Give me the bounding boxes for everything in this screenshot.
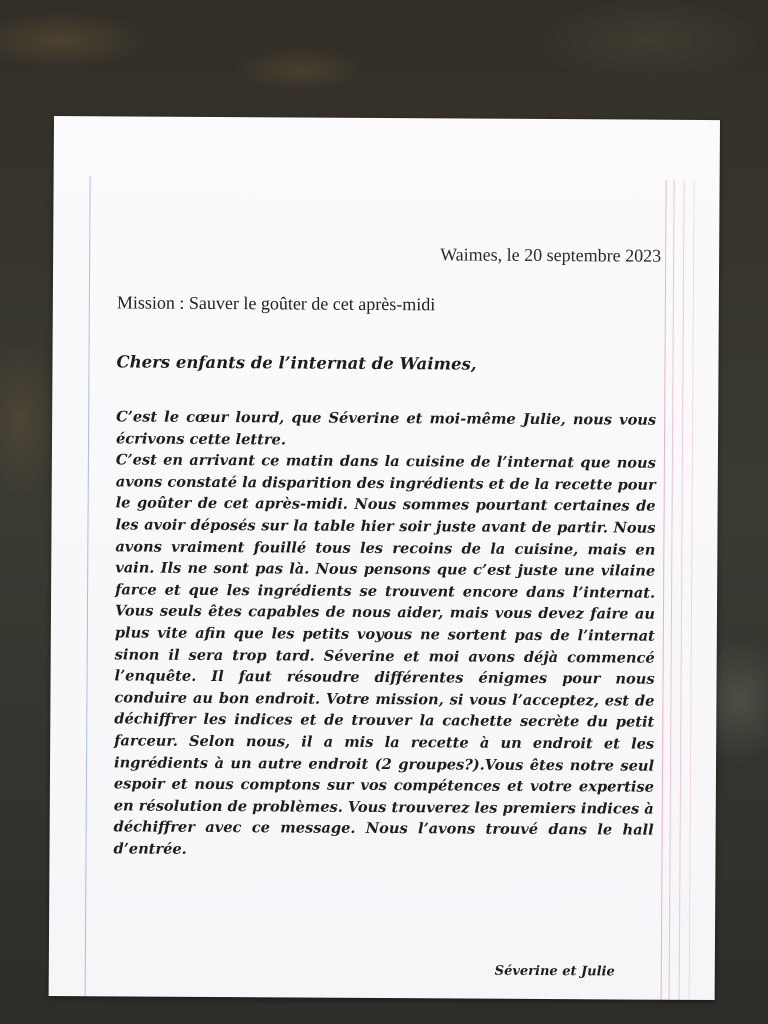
margin-line-right [669, 180, 675, 1000]
letter-paragraph: C’est le cœur lourd, que Séverine et moi-même Julie, nous vous écrivons cette lettre. [115, 408, 657, 449]
letter-body [113, 406, 656, 863]
margin-line-right [689, 180, 695, 1000]
margin-line-right [679, 180, 685, 1000]
letter-mission-title: Mission : Sauver le goûter de cet après-midi [116, 292, 436, 315]
margin-line-right [661, 180, 667, 1000]
letter-sheet [49, 116, 720, 1000]
margin-line-left [85, 176, 91, 996]
letter-signature: Séverine et Julie [494, 963, 615, 980]
letter-greeting: Chers enfants de l’internat de Waimes, [116, 352, 477, 374]
letter-date: Waimes, le 20 septembre 2023 [440, 244, 662, 266]
letter-paragraph: C’est en arrivant ce matin dans la cuisine de l’internat que nous avons constaté la disparition des ingrédients et de la recette pour le goûter de cet après-midi. Nous sommes pourtant certaines de les avoir déposés sur la table hier soir juste avant de partir. Nous avons vraiment fouillé tous les recoins de la cuisine, mais en vain. Ils ne sont pas là. Nous pensons que c’est juste une vilaine farce et que les ingrédients se trouvent encore dans l’internat. Vous seuls êtes capables de nous aider, mais vous devez faire au plus vite afin que les petits voyous ne sortent pas de l’internat sinon il sera trop tard. Séverine et moi avons déjà commencé l’enquête. Il faut résoudre différentes énigmes pour nous conduire au bon endroit. Votre mission, si vous l’acceptez, est de déchiffrer les indices et de trouver la cachette secrète du petit farceur. Selon nous, il a mis la recette à un endroit et les ingrédients à un autre endroit (2 groupes?).Vous êtes notre seul espoir et nous comptons sur vos compétences et votre expertise en résolution de problèmes. Vous trouverez les premiers indices à déchiffrer avec ce message. Nous l’avons trouvé dans le hall d’entrée. [113, 451, 656, 858]
